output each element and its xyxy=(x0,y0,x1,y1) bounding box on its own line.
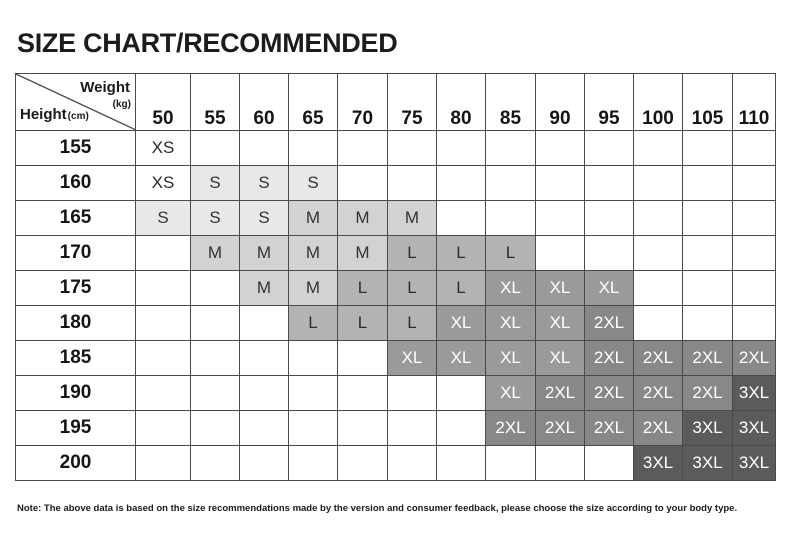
size-cell xyxy=(136,446,191,481)
weight-header-80: 80 xyxy=(437,74,486,131)
size-cell xyxy=(733,166,776,201)
size-cell: S xyxy=(191,201,240,236)
size-cell: M xyxy=(191,236,240,271)
size-cell xyxy=(191,446,240,481)
size-cell xyxy=(585,131,634,166)
size-cell: 2XL xyxy=(585,306,634,341)
size-cell: L xyxy=(388,236,437,271)
size-cell: 2XL xyxy=(536,411,585,446)
size-cell xyxy=(338,411,388,446)
size-cell: XL xyxy=(585,271,634,306)
size-cell: XL xyxy=(486,271,536,306)
size-cell: L xyxy=(388,306,437,341)
size-cell: XL xyxy=(486,341,536,376)
size-cell xyxy=(683,236,733,271)
size-cell xyxy=(289,131,338,166)
size-cell xyxy=(536,166,585,201)
size-cell: 2XL xyxy=(634,411,683,446)
size-cell: 2XL xyxy=(634,376,683,411)
size-cell: 2XL xyxy=(585,411,634,446)
size-cell: XS xyxy=(136,131,191,166)
height-label-180: 180 xyxy=(16,306,136,341)
size-cell: XS xyxy=(136,166,191,201)
size-cell xyxy=(136,341,191,376)
size-cell: 2XL xyxy=(683,376,733,411)
size-cell xyxy=(338,166,388,201)
size-cell: 2XL xyxy=(683,341,733,376)
size-cell: M xyxy=(338,201,388,236)
table-row xyxy=(16,411,776,446)
size-cell xyxy=(240,341,289,376)
size-cell: L xyxy=(338,306,388,341)
size-cell xyxy=(486,446,536,481)
size-cell xyxy=(240,411,289,446)
size-cell xyxy=(136,271,191,306)
height-label-165: 165 xyxy=(16,201,136,236)
weight-header-85: 85 xyxy=(486,74,536,131)
size-cell xyxy=(733,271,776,306)
size-cell xyxy=(733,131,776,166)
weight-header-100: 100 xyxy=(634,74,683,131)
size-cell xyxy=(585,236,634,271)
corner-header xyxy=(16,74,136,131)
size-cell xyxy=(191,131,240,166)
size-cell: XL xyxy=(536,341,585,376)
size-cell xyxy=(338,341,388,376)
table-row xyxy=(16,201,776,236)
size-cell: L xyxy=(437,236,486,271)
size-cell xyxy=(437,166,486,201)
size-cell xyxy=(634,201,683,236)
weight-header-105: 105 xyxy=(683,74,733,131)
size-cell xyxy=(191,306,240,341)
size-cell: XL xyxy=(388,341,437,376)
size-cell: M xyxy=(289,271,338,306)
height-label-170: 170 xyxy=(16,236,136,271)
weight-unit-label: (kg) xyxy=(112,99,131,110)
size-cell xyxy=(536,446,585,481)
size-cell: M xyxy=(240,271,289,306)
height-label-190: 190 xyxy=(16,376,136,411)
size-cell xyxy=(683,131,733,166)
size-cell: 3XL xyxy=(733,376,776,411)
size-cell: S xyxy=(136,201,191,236)
size-cell: XL xyxy=(536,271,585,306)
size-cell: 2XL xyxy=(733,341,776,376)
table-row xyxy=(16,306,776,341)
size-cell xyxy=(486,201,536,236)
size-cell xyxy=(136,376,191,411)
size-cell: M xyxy=(289,236,338,271)
height-label-195: 195 xyxy=(16,411,136,446)
size-cell xyxy=(733,201,776,236)
page-title: SIZE CHART/RECOMMENDED xyxy=(17,28,398,58)
table-row xyxy=(16,166,776,201)
size-cell xyxy=(240,446,289,481)
size-cell xyxy=(733,306,776,341)
size-cell xyxy=(388,376,437,411)
size-cell: 2XL xyxy=(634,341,683,376)
size-cell: 3XL xyxy=(683,446,733,481)
size-cell: M xyxy=(338,236,388,271)
size-cell xyxy=(585,446,634,481)
weight-header-60: 60 xyxy=(240,74,289,131)
size-cell xyxy=(634,166,683,201)
height-label-175: 175 xyxy=(16,271,136,306)
weight-header-75: 75 xyxy=(388,74,437,131)
weight-header-row xyxy=(16,74,776,131)
weight-header-50: 50 xyxy=(136,74,191,131)
size-cell xyxy=(486,131,536,166)
size-cell xyxy=(289,376,338,411)
size-cell xyxy=(486,166,536,201)
size-cell: S xyxy=(191,166,240,201)
size-cell xyxy=(289,411,338,446)
size-cell: L xyxy=(289,306,338,341)
size-cell xyxy=(437,201,486,236)
size-cell xyxy=(733,236,776,271)
size-cell xyxy=(585,166,634,201)
size-cell xyxy=(437,376,486,411)
size-chart-table xyxy=(15,73,776,481)
size-cell xyxy=(634,236,683,271)
size-cell xyxy=(634,131,683,166)
size-cell: 3XL xyxy=(733,411,776,446)
size-cell xyxy=(136,236,191,271)
table-row xyxy=(16,236,776,271)
size-cell xyxy=(191,271,240,306)
size-cell xyxy=(536,131,585,166)
height-label-160: 160 xyxy=(16,166,136,201)
size-cell xyxy=(136,306,191,341)
size-cell: L xyxy=(388,271,437,306)
size-cell xyxy=(388,411,437,446)
weight-axis-label: Weight xyxy=(80,79,130,96)
height-label-155: 155 xyxy=(16,131,136,166)
size-cell: XL xyxy=(437,306,486,341)
weight-header-110: 110 xyxy=(733,74,776,131)
size-cell xyxy=(338,376,388,411)
size-cell xyxy=(240,306,289,341)
weight-header-70: 70 xyxy=(338,74,388,131)
size-cell: 2XL xyxy=(585,376,634,411)
size-chart-body xyxy=(16,131,776,481)
size-cell xyxy=(536,236,585,271)
size-cell xyxy=(191,411,240,446)
height-unit-label: (cm) xyxy=(67,111,89,122)
weight-header-95: 95 xyxy=(585,74,634,131)
size-cell xyxy=(585,201,634,236)
size-cell: L xyxy=(486,236,536,271)
weight-header-55: 55 xyxy=(191,74,240,131)
size-cell: XL xyxy=(536,306,585,341)
size-cell xyxy=(388,131,437,166)
size-cell xyxy=(683,271,733,306)
size-cell: M xyxy=(388,201,437,236)
size-cell xyxy=(683,201,733,236)
weight-header-90: 90 xyxy=(536,74,585,131)
size-cell xyxy=(338,131,388,166)
size-cell: L xyxy=(437,271,486,306)
size-cell: 2XL xyxy=(536,376,585,411)
size-cell xyxy=(191,376,240,411)
size-cell xyxy=(634,271,683,306)
height-axis-text: Height xyxy=(20,106,67,123)
size-cell xyxy=(388,166,437,201)
table-row xyxy=(16,376,776,411)
size-cell xyxy=(289,341,338,376)
size-cell: XL xyxy=(486,306,536,341)
size-cell: 3XL xyxy=(733,446,776,481)
size-cell: 3XL xyxy=(634,446,683,481)
size-cell xyxy=(683,166,733,201)
footnote: Note: The above data is based on the size recommendations made by the version and consumer feedback, please choose the size according to your body type. xyxy=(17,503,738,514)
size-cell xyxy=(136,411,191,446)
table-row xyxy=(16,341,776,376)
size-cell: XL xyxy=(437,341,486,376)
weight-header-65: 65 xyxy=(289,74,338,131)
size-cell xyxy=(240,131,289,166)
size-cell: 3XL xyxy=(683,411,733,446)
size-cell xyxy=(338,446,388,481)
size-cell xyxy=(289,446,338,481)
size-cell: 2XL xyxy=(585,341,634,376)
size-cell xyxy=(634,306,683,341)
size-cell: XL xyxy=(486,376,536,411)
size-cell xyxy=(437,446,486,481)
table-row xyxy=(16,271,776,306)
table-row xyxy=(16,446,776,481)
size-cell: M xyxy=(289,201,338,236)
size-cell xyxy=(388,446,437,481)
size-cell: S xyxy=(289,166,338,201)
size-cell: M xyxy=(240,236,289,271)
height-label-185: 185 xyxy=(16,341,136,376)
size-cell: L xyxy=(338,271,388,306)
size-cell: S xyxy=(240,166,289,201)
size-cell: S xyxy=(240,201,289,236)
size-cell xyxy=(437,411,486,446)
size-cell xyxy=(191,341,240,376)
size-cell xyxy=(240,376,289,411)
size-cell: 2XL xyxy=(486,411,536,446)
height-label-200: 200 xyxy=(16,446,136,481)
size-cell xyxy=(437,131,486,166)
size-cell xyxy=(536,201,585,236)
size-cell xyxy=(683,306,733,341)
table-row xyxy=(16,131,776,166)
height-axis-label xyxy=(20,106,89,123)
